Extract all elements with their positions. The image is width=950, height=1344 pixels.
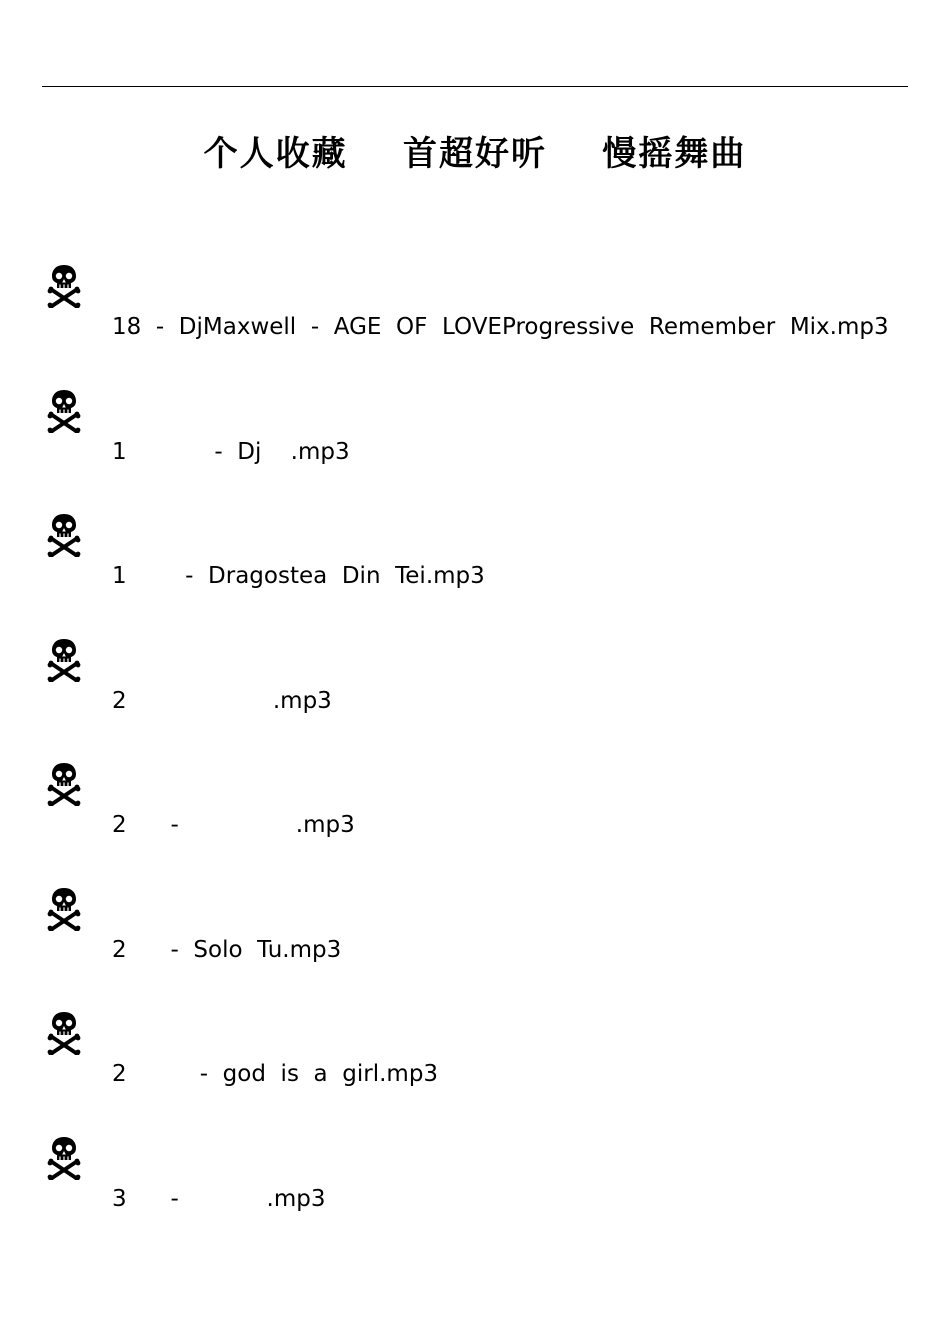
bone-end-6	[48, 1050, 53, 1055]
skull-crossbones-icon	[46, 760, 82, 806]
bone-end-5	[76, 538, 81, 543]
skull-eye-left	[56, 647, 62, 653]
skull-crossbones-glyph	[46, 760, 82, 806]
bone-end-7	[76, 552, 81, 557]
bone-end-5	[76, 1161, 81, 1166]
skull-crossbones-icon	[46, 1134, 82, 1180]
bone-end-4	[48, 1036, 53, 1041]
skull-eye-left	[56, 771, 62, 777]
list-item	[0, 1134, 950, 1244]
skull-eye-left	[56, 1020, 62, 1026]
track-filename-overlap: Progressive Remember Mix.mp3	[502, 314, 889, 340]
bone-end-6	[48, 926, 53, 931]
bone-end-4	[48, 1161, 53, 1166]
skull-eye-left	[56, 522, 62, 528]
bone-end-7	[76, 1050, 81, 1055]
list-item	[0, 262, 950, 372]
list-item	[0, 885, 950, 995]
bone-end-6	[48, 677, 53, 682]
list-item	[0, 1009, 950, 1119]
skull-crossbones-glyph	[46, 636, 82, 682]
bone-end-5	[76, 1036, 81, 1041]
skull-eye-left	[56, 273, 62, 279]
skull-eye-left	[56, 1145, 62, 1151]
track-filename: 1 - Dj .mp3	[112, 439, 350, 465]
skull-eye-right	[66, 896, 72, 902]
bone-end-6	[48, 552, 53, 557]
bone-end-5	[76, 787, 81, 792]
track-filename: 2 - .mp3	[112, 812, 355, 838]
skull-crossbones-icon	[46, 885, 82, 931]
skull-crossbones-glyph	[46, 262, 82, 308]
skull-crossbones-icon	[46, 387, 82, 433]
skull-eye-right	[66, 647, 72, 653]
bone-end-4	[48, 663, 53, 668]
bone-end-4	[48, 787, 53, 792]
page-title: 个人收藏 首超好听 慢摇舞曲	[203, 134, 747, 174]
skull-crossbones-icon	[46, 511, 82, 557]
skull-crossbones-glyph	[46, 511, 82, 557]
bone-end-6	[48, 303, 53, 308]
skull-crossbones-glyph	[46, 1134, 82, 1180]
skull-eye-right	[66, 1145, 72, 1151]
bone-end-4	[48, 289, 53, 294]
track-filename: 2 - god is a girl.mp3	[112, 1061, 439, 1087]
bone-end-5	[76, 289, 81, 294]
skull-eye-left	[56, 398, 62, 404]
track-filename: 18 - DjMaxwell - AGE OF LOVE	[112, 314, 502, 340]
bone-end-6	[48, 1175, 53, 1180]
skull-eye-right	[66, 1020, 72, 1026]
bone-end-7	[76, 801, 81, 806]
list-item	[0, 387, 950, 497]
skull-eye-left	[56, 896, 62, 902]
track-filename: 3 - .mp3	[112, 1186, 326, 1212]
bone-end-4	[48, 912, 53, 917]
bone-end-6	[48, 801, 53, 806]
bone-end-7	[76, 926, 81, 931]
skull-crossbones-glyph	[46, 387, 82, 433]
track-filename: 2 - Solo Tu.mp3	[112, 937, 342, 963]
skull-crossbones-icon	[46, 262, 82, 308]
bone-end-4	[48, 538, 53, 543]
list-item	[0, 636, 950, 746]
skull-eye-right	[66, 398, 72, 404]
list-item	[0, 511, 950, 621]
skull-crossbones-glyph	[46, 885, 82, 931]
bone-end-7	[76, 1175, 81, 1180]
bone-end-4	[48, 414, 53, 419]
bone-end-7	[76, 677, 81, 682]
bone-end-7	[76, 428, 81, 433]
list-item	[0, 760, 950, 870]
bone-end-5	[76, 414, 81, 419]
bone-end-6	[48, 428, 53, 433]
bone-end-5	[76, 663, 81, 668]
skull-crossbones-icon	[46, 636, 82, 682]
skull-eye-right	[66, 522, 72, 528]
skull-eye-right	[66, 771, 72, 777]
bone-end-7	[76, 303, 81, 308]
skull-crossbones-glyph	[46, 1009, 82, 1055]
track-filename: 1 - Dragostea Din Tei.mp3	[112, 563, 485, 589]
skull-crossbones-icon	[46, 1009, 82, 1055]
bone-end-5	[76, 912, 81, 917]
skull-eye-right	[66, 273, 72, 279]
track-filename: 2 .mp3	[112, 688, 332, 714]
